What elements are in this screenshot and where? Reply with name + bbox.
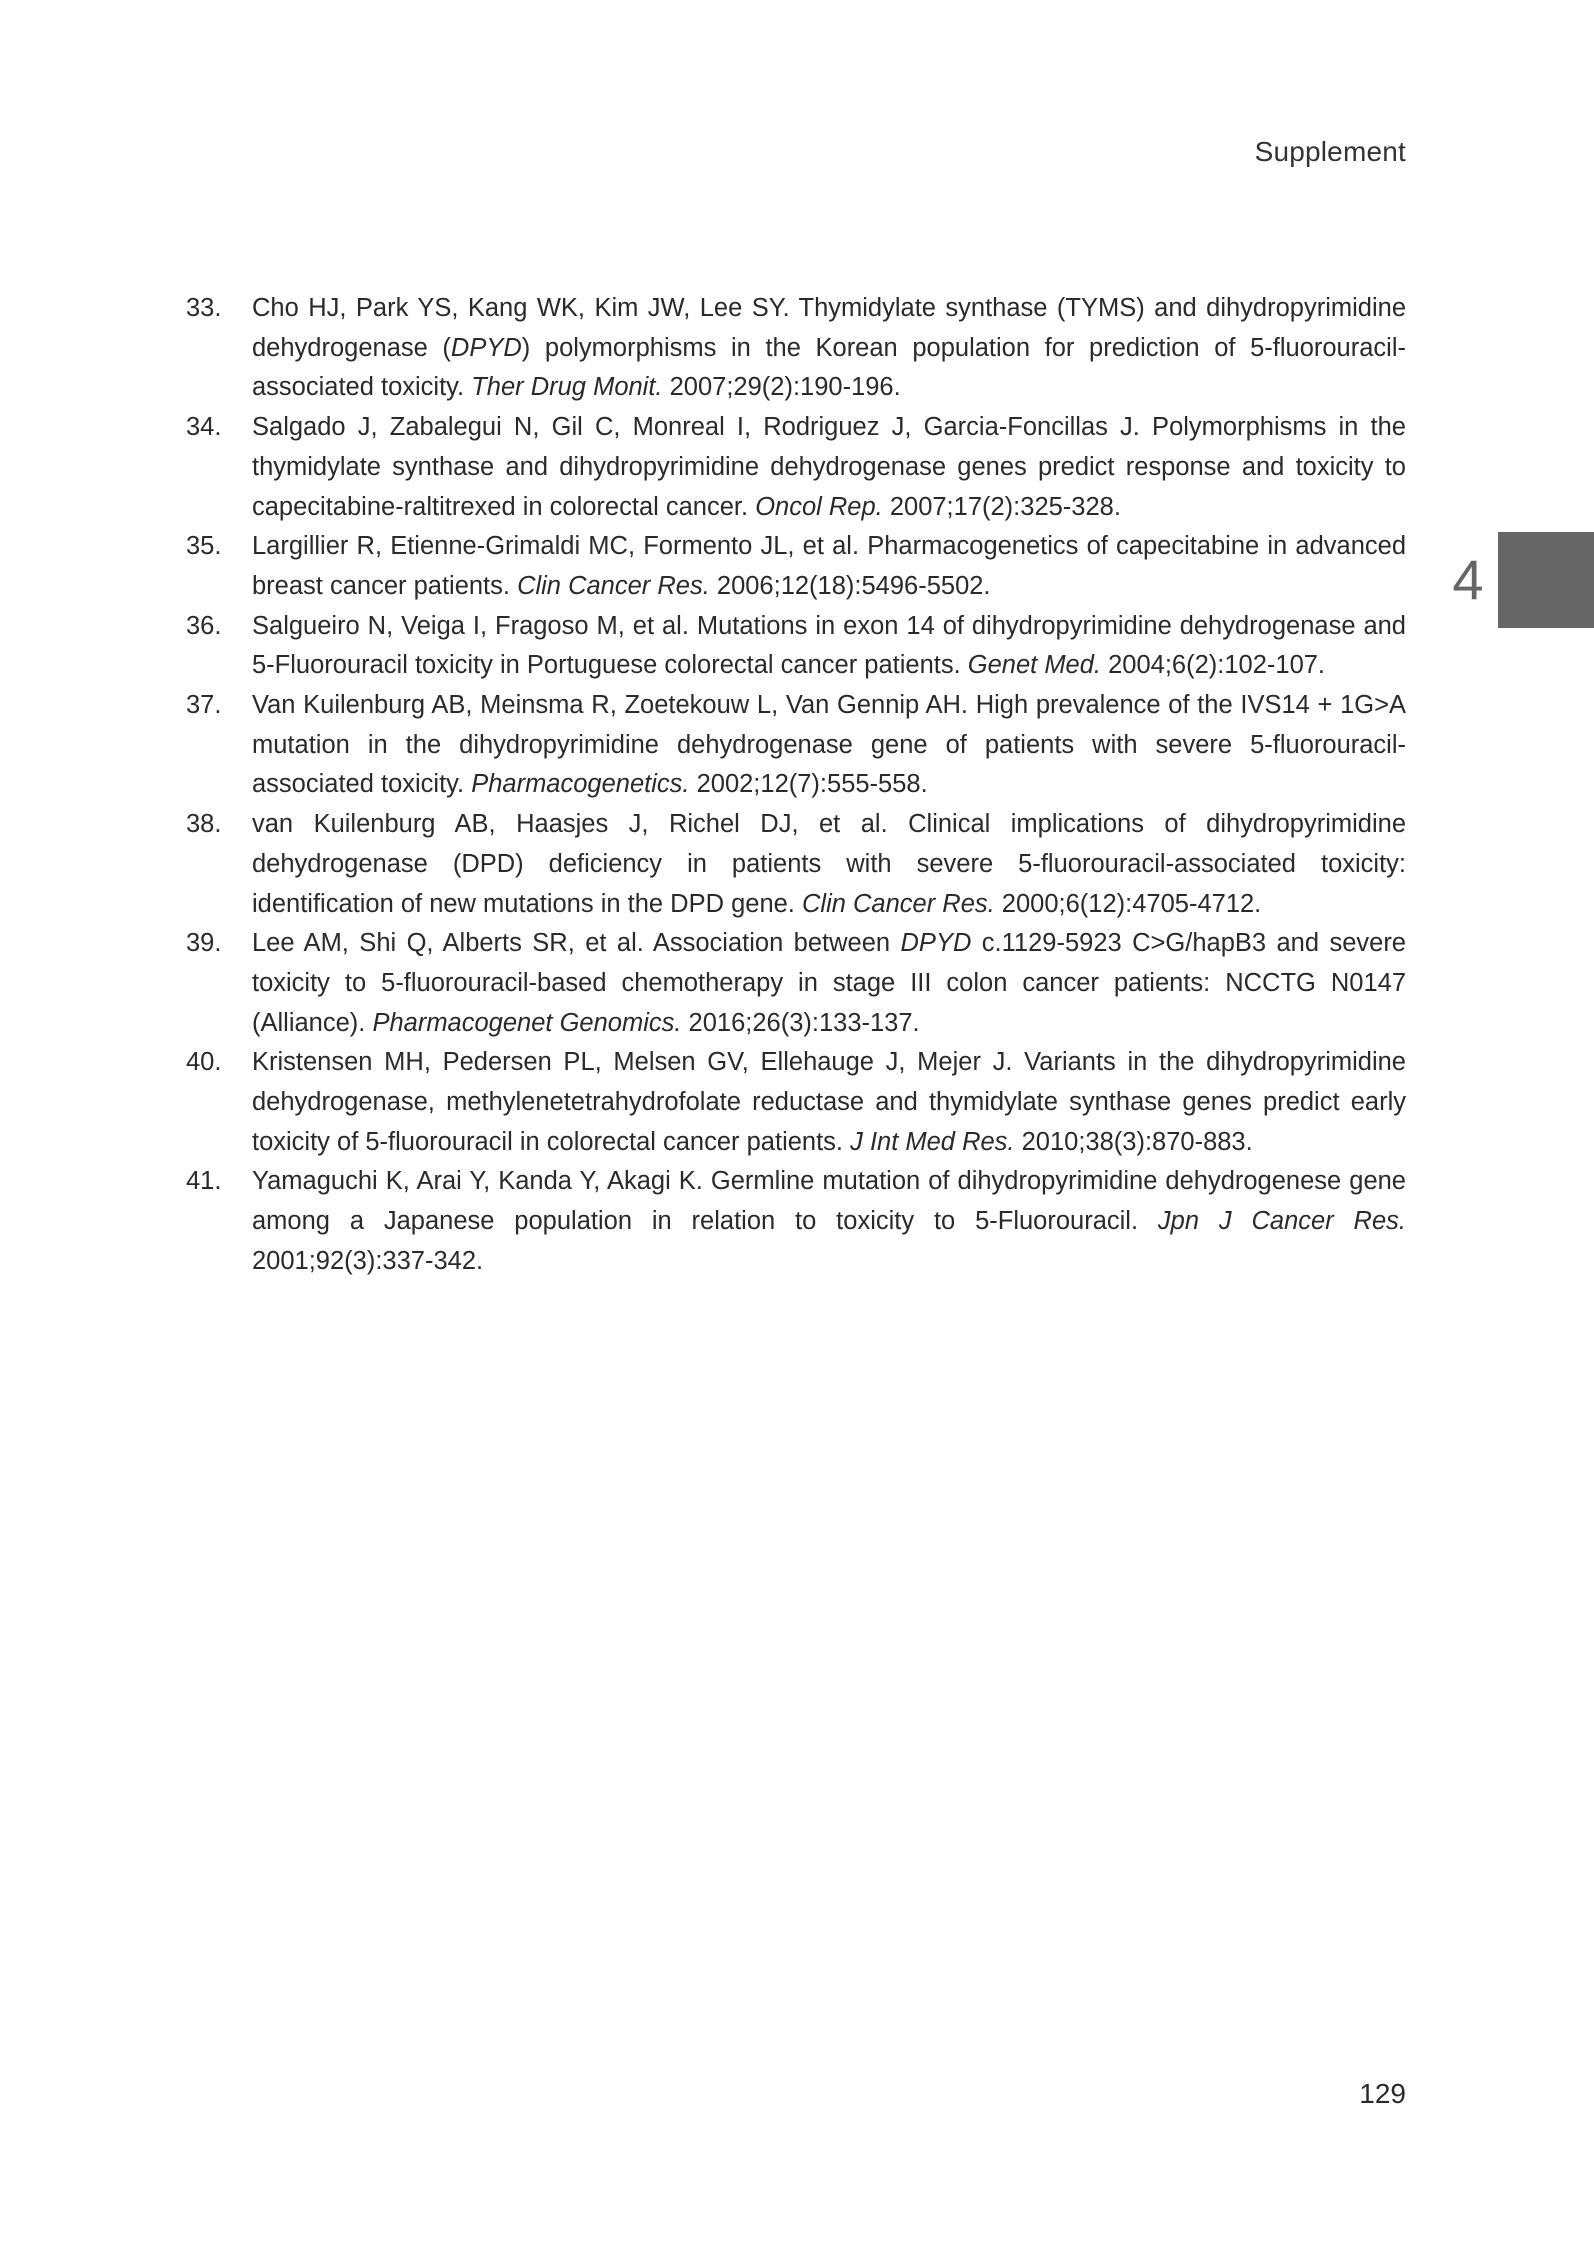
reference-item xyxy=(186,527,1406,606)
reference-text: Van Kuilenburg AB, Meinsma R, Zoetekouw L, Van Gennip AH. High prevalence of the IVS14 + 1G>A mutation in the dihydropyrimidine dehydrogenase gene of patients with severe 5-fluorouracil-associated toxicity. xyxy=(252,691,1406,799)
reference-text: Lee AM, Shi Q, Alberts SR, et al. Association between xyxy=(252,929,901,958)
reference-citation: 2007;17(2):325-328. xyxy=(882,492,1121,521)
reference-item xyxy=(186,1043,1406,1162)
journal-name: Clin Cancer Res. xyxy=(517,571,710,600)
journal-name: J Int Med Res. xyxy=(850,1127,1015,1156)
gene-name: DPYD xyxy=(450,333,522,362)
reference-item xyxy=(186,686,1406,805)
reference-citation: 2002;12(7):555-558. xyxy=(689,770,928,799)
journal-name: Oncol Rep. xyxy=(755,492,883,521)
reference-item xyxy=(186,1162,1406,1281)
journal-name: Pharmacogenet Genomics. xyxy=(372,1008,682,1037)
chapter-number: 4 xyxy=(1452,548,1484,611)
reference-item xyxy=(186,607,1406,686)
reference-number: 33. xyxy=(186,294,222,322)
chapter-tab-marker xyxy=(1498,532,1594,628)
reference-citation: 2016;26(3):133-137. xyxy=(681,1008,920,1037)
reference-number: 36. xyxy=(186,611,222,640)
gene-name: DPYD xyxy=(900,929,972,958)
reference-citation: 2001;92(3):337-342. xyxy=(252,1246,484,1275)
reference-citation: 2004;6(2):102-107. xyxy=(1101,651,1326,680)
reference-number: 37. xyxy=(186,691,222,720)
reference-text: Largillier R, Etienne-Grimaldi MC, Formento JL, et al. Pharmacogenetics of capecitabine in advanced breast cancer patients. xyxy=(252,532,1406,600)
reference-number: 34. xyxy=(186,413,222,442)
journal-name: Ther Drug Monit. xyxy=(471,373,663,402)
reference-text: Cho HJ, Park YS, Kang WK, Kim JW, Lee SY. Thymidylate synthase (TYMS) and dihydropyrimidine dehydrogenase ( xyxy=(252,294,1406,362)
reference-citation: 2000;6(12):4705-4712. xyxy=(994,889,1262,918)
reference-citation: 2006;12(18):5496-5502. xyxy=(709,571,991,600)
reference-number: 41. xyxy=(186,1167,222,1196)
reference-item xyxy=(186,289,1406,408)
reference-text: Salgueiro N, Veiga I, Fragoso M, et al. Mutations in exon 14 of dihydropyrimidine dehydrogenase and 5-Fluorouracil toxicity in Portuguese colorectal cancer patients. xyxy=(252,611,1406,680)
reference-number: 35. xyxy=(186,532,222,561)
reference-number: 39. xyxy=(186,929,222,958)
journal-name: Genet Med. xyxy=(967,651,1102,680)
journal-name: Pharmacogenetics. xyxy=(471,770,690,799)
journal-name: Clin Cancer Res. xyxy=(801,889,995,918)
reference-item xyxy=(186,805,1406,924)
page-number: 129 xyxy=(1359,2078,1406,2109)
reference-item xyxy=(186,924,1406,1043)
reference-number: 38. xyxy=(186,810,222,839)
reference-citation: 2010;38(3):870-883. xyxy=(1014,1127,1253,1156)
reference-text: ) polymorphisms in the Korean population for prediction of 5-fluorouracil-associated toxicity. xyxy=(252,333,1406,402)
reference-text: Kristensen MH, Pedersen PL, Melsen GV, Ellehauge J, Mejer J. Variants in the dihydropyrimidine dehydrogenase, methylenetetrahydrofolate reductase and thymidylate synthase genes predict early toxicity of 5-fluorouracil in colorectal cancer patients. xyxy=(252,1048,1406,1156)
reference-text: Salgado J, Zabalegui N, Gil C, Monreal I, Rodriguez J, Garcia-Foncillas J. Polymorphisms in the thymidylate synthase and dihydropyrimidine dehydrogenase genes predict response and toxicity to capecitabine-raltitrexed in colorectal cancer. xyxy=(252,413,1406,521)
reference-list xyxy=(186,289,1406,1282)
reference-number: 40. xyxy=(186,1048,222,1077)
journal-name: Jpn J Cancer Res. xyxy=(1157,1207,1406,1236)
reference-text: van Kuilenburg AB, Haasjes J, Richel DJ, et al. Clinical implications of dihydropyrimidine dehydrogenase (DPD) deficiency in patients with severe 5-fluorouracil-associated toxicity: identification of new mutations in the DPD gene. xyxy=(252,810,1406,918)
running-header: Supplement xyxy=(1254,136,1406,167)
reference-item xyxy=(186,408,1406,527)
reference-text: Yamaguchi K, Arai Y, Kanda Y, Akagi K. Germline mutation of dihydropyrimidine dehydrogenese gene among a Japanese population in relation to toxicity to 5-Fluorouracil. xyxy=(252,1167,1406,1236)
reference-citation: 2007;29(2):190-196. xyxy=(662,373,901,402)
reference-text: c.1129-5923 C>G/hapB3 and severe toxicity to 5-fluorouracil-based chemotherapy in stage III colon cancer patients: NCCTG N0147 (Alliance). xyxy=(252,929,1406,1037)
